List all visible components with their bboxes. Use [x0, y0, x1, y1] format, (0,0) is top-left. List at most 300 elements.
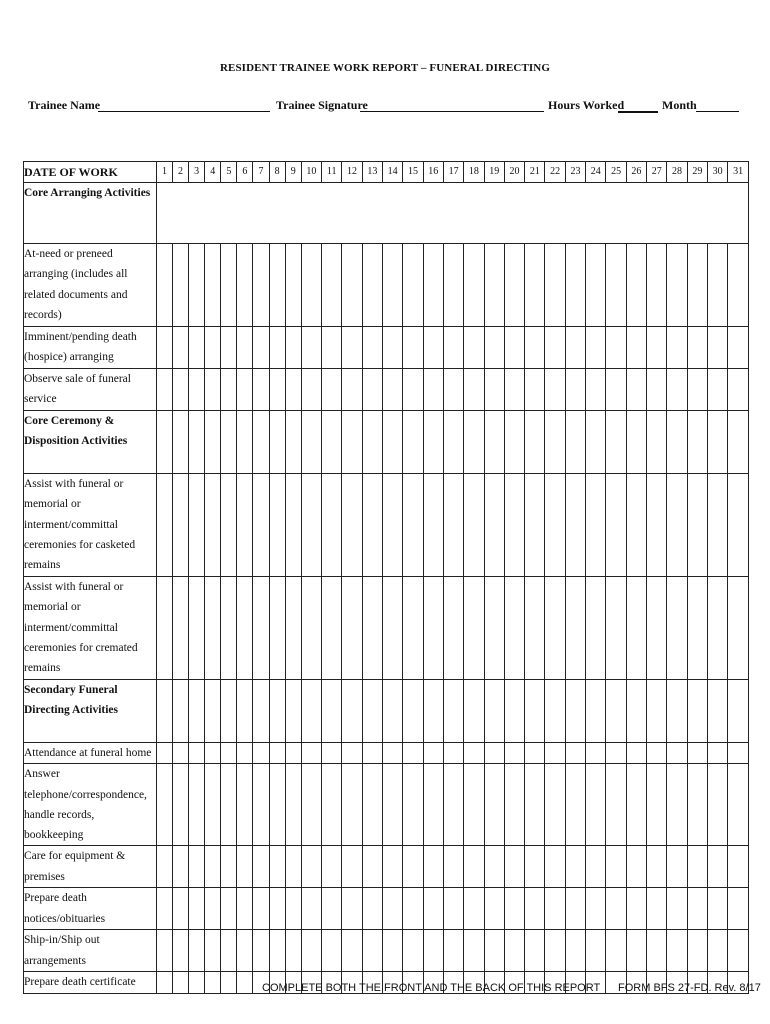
day-entry-cell[interactable]: [205, 244, 221, 327]
day-entry-cell[interactable]: [626, 930, 646, 972]
day-entry-cell[interactable]: [342, 888, 362, 930]
day-entry-cell[interactable]: [728, 743, 749, 764]
day-entry-cell[interactable]: [707, 244, 727, 327]
day-entry-cell[interactable]: [156, 764, 172, 846]
day-entry-cell[interactable]: [464, 327, 484, 369]
day-entry-cell[interactable]: [189, 743, 205, 764]
day-entry-cell[interactable]: [728, 577, 749, 680]
day-entry-cell[interactable]: [172, 577, 188, 680]
day-entry-cell[interactable]: [464, 680, 484, 743]
day-entry-cell[interactable]: [172, 411, 188, 474]
day-entry-cell[interactable]: [647, 764, 667, 846]
day-entry-cell[interactable]: [728, 930, 749, 972]
day-entry-cell[interactable]: [285, 888, 301, 930]
day-entry-cell[interactable]: [269, 743, 285, 764]
day-entry-cell[interactable]: [586, 930, 606, 972]
day-entry-cell[interactable]: [269, 411, 285, 474]
day-entry-cell[interactable]: [403, 764, 423, 846]
day-entry-cell[interactable]: [382, 474, 402, 577]
day-entry-cell[interactable]: [647, 369, 667, 411]
day-entry-cell[interactable]: [253, 846, 269, 888]
day-entry-cell[interactable]: [504, 888, 524, 930]
day-entry-cell[interactable]: [687, 411, 707, 474]
day-entry-cell[interactable]: [205, 369, 221, 411]
day-entry-cell[interactable]: [443, 680, 463, 743]
day-entry-cell[interactable]: [221, 743, 237, 764]
day-entry-cell[interactable]: [525, 474, 545, 577]
day-entry-cell[interactable]: [565, 577, 585, 680]
day-entry-cell[interactable]: [269, 474, 285, 577]
day-entry-cell[interactable]: [403, 743, 423, 764]
day-entry-cell[interactable]: [205, 680, 221, 743]
day-entry-cell[interactable]: [586, 244, 606, 327]
day-entry-cell[interactable]: [362, 474, 382, 577]
day-entry-cell[interactable]: [647, 680, 667, 743]
day-entry-cell[interactable]: [382, 577, 402, 680]
day-entry-cell[interactable]: [606, 743, 626, 764]
day-entry-cell[interactable]: [221, 764, 237, 846]
day-entry-cell[interactable]: [545, 743, 565, 764]
day-entry-cell[interactable]: [504, 369, 524, 411]
day-entry-cell[interactable]: [687, 930, 707, 972]
day-entry-cell[interactable]: [707, 743, 727, 764]
day-entry-cell[interactable]: [382, 888, 402, 930]
day-entry-cell[interactable]: [626, 369, 646, 411]
day-entry-cell[interactable]: [403, 577, 423, 680]
day-entry-cell[interactable]: [322, 474, 342, 577]
day-entry-cell[interactable]: [285, 930, 301, 972]
day-entry-cell[interactable]: [301, 930, 321, 972]
day-entry-cell[interactable]: [667, 930, 687, 972]
day-entry-cell[interactable]: [525, 244, 545, 327]
day-entry-cell[interactable]: [423, 930, 443, 972]
day-entry-cell[interactable]: [504, 327, 524, 369]
day-entry-cell[interactable]: [221, 244, 237, 327]
day-entry-cell[interactable]: [647, 930, 667, 972]
day-entry-cell[interactable]: [504, 764, 524, 846]
day-entry-cell[interactable]: [172, 327, 188, 369]
day-entry-cell[interactable]: [423, 764, 443, 846]
day-entry-cell[interactable]: [525, 680, 545, 743]
day-entry-cell[interactable]: [237, 930, 253, 972]
day-entry-cell[interactable]: [172, 474, 188, 577]
day-entry-cell[interactable]: [586, 846, 606, 888]
day-entry-cell[interactable]: [525, 411, 545, 474]
day-entry-cell[interactable]: [667, 411, 687, 474]
day-entry-cell[interactable]: [237, 369, 253, 411]
day-entry-cell[interactable]: [189, 888, 205, 930]
day-entry-cell[interactable]: [728, 244, 749, 327]
day-entry-cell[interactable]: [285, 764, 301, 846]
day-entry-cell[interactable]: [707, 764, 727, 846]
day-entry-cell[interactable]: [301, 244, 321, 327]
day-entry-cell[interactable]: [565, 680, 585, 743]
day-entry-cell[interactable]: [301, 369, 321, 411]
day-entry-cell[interactable]: [221, 972, 237, 993]
day-entry-cell[interactable]: [253, 474, 269, 577]
day-entry-cell[interactable]: [687, 369, 707, 411]
day-entry-cell[interactable]: [362, 327, 382, 369]
day-entry-cell[interactable]: [504, 680, 524, 743]
day-entry-cell[interactable]: [464, 764, 484, 846]
day-entry-cell[interactable]: [443, 846, 463, 888]
day-entry-cell[interactable]: [322, 577, 342, 680]
day-entry-cell[interactable]: [403, 888, 423, 930]
day-entry-cell[interactable]: [342, 846, 362, 888]
day-entry-cell[interactable]: [403, 474, 423, 577]
day-entry-cell[interactable]: [301, 743, 321, 764]
day-entry-cell[interactable]: [728, 411, 749, 474]
day-entry-cell[interactable]: [565, 244, 585, 327]
day-entry-cell[interactable]: [189, 764, 205, 846]
day-entry-cell[interactable]: [322, 930, 342, 972]
day-entry-cell[interactable]: [647, 743, 667, 764]
day-entry-cell[interactable]: [237, 244, 253, 327]
day-entry-cell[interactable]: [172, 369, 188, 411]
day-entry-cell[interactable]: [322, 369, 342, 411]
day-entry-cell[interactable]: [237, 680, 253, 743]
day-entry-cell[interactable]: [205, 474, 221, 577]
day-entry-cell[interactable]: [362, 846, 382, 888]
day-entry-cell[interactable]: [285, 369, 301, 411]
day-entry-cell[interactable]: [586, 743, 606, 764]
day-entry-cell[interactable]: [667, 369, 687, 411]
day-entry-cell[interactable]: [221, 846, 237, 888]
day-entry-cell[interactable]: [362, 764, 382, 846]
day-entry-cell[interactable]: [189, 411, 205, 474]
day-entry-cell[interactable]: [403, 930, 423, 972]
day-entry-cell[interactable]: [156, 411, 172, 474]
day-entry-cell[interactable]: [253, 369, 269, 411]
day-entry-cell[interactable]: [626, 327, 646, 369]
day-entry-cell[interactable]: [156, 369, 172, 411]
day-entry-cell[interactable]: [237, 972, 253, 993]
day-entry-cell[interactable]: [545, 577, 565, 680]
day-entry-cell[interactable]: [707, 846, 727, 888]
day-entry-cell[interactable]: [172, 930, 188, 972]
day-entry-cell[interactable]: [443, 244, 463, 327]
day-entry-cell[interactable]: [647, 411, 667, 474]
day-entry-cell[interactable]: [285, 846, 301, 888]
day-entry-cell[interactable]: [205, 743, 221, 764]
day-entry-cell[interactable]: [322, 411, 342, 474]
day-entry-cell[interactable]: [728, 846, 749, 888]
day-entry-cell[interactable]: [443, 411, 463, 474]
day-entry-cell[interactable]: [253, 930, 269, 972]
day-entry-cell[interactable]: [667, 474, 687, 577]
day-entry-cell[interactable]: [504, 577, 524, 680]
day-entry-cell[interactable]: [205, 411, 221, 474]
day-entry-cell[interactable]: [586, 680, 606, 743]
day-entry-cell[interactable]: [647, 474, 667, 577]
day-entry-cell[interactable]: [626, 474, 646, 577]
day-entry-cell[interactable]: [728, 888, 749, 930]
day-entry-cell[interactable]: [362, 411, 382, 474]
day-entry-cell[interactable]: [285, 474, 301, 577]
day-entry-cell[interactable]: [707, 474, 727, 577]
day-entry-cell[interactable]: [586, 577, 606, 680]
day-entry-cell[interactable]: [301, 680, 321, 743]
day-entry-cell[interactable]: [172, 846, 188, 888]
day-entry-cell[interactable]: [382, 369, 402, 411]
day-entry-cell[interactable]: [707, 577, 727, 680]
day-entry-cell[interactable]: [382, 244, 402, 327]
day-entry-cell[interactable]: [687, 474, 707, 577]
day-entry-cell[interactable]: [301, 846, 321, 888]
day-entry-cell[interactable]: [464, 930, 484, 972]
day-entry-cell[interactable]: [626, 411, 646, 474]
day-entry-cell[interactable]: [484, 327, 504, 369]
day-entry-cell[interactable]: [362, 680, 382, 743]
day-entry-cell[interactable]: [285, 680, 301, 743]
day-entry-cell[interactable]: [565, 764, 585, 846]
day-entry-cell[interactable]: [647, 888, 667, 930]
day-entry-cell[interactable]: [443, 369, 463, 411]
day-entry-cell[interactable]: [647, 244, 667, 327]
trainee-signature-field[interactable]: [360, 111, 544, 112]
day-entry-cell[interactable]: [443, 577, 463, 680]
day-entry-cell[interactable]: [525, 369, 545, 411]
day-entry-cell[interactable]: [362, 577, 382, 680]
day-entry-cell[interactable]: [382, 327, 402, 369]
hours-worked-field[interactable]: [618, 111, 658, 113]
day-entry-cell[interactable]: [172, 743, 188, 764]
day-entry-cell[interactable]: [687, 680, 707, 743]
day-entry-cell[interactable]: [253, 743, 269, 764]
day-entry-cell[interactable]: [237, 764, 253, 846]
day-entry-cell[interactable]: [525, 577, 545, 680]
day-entry-cell[interactable]: [687, 846, 707, 888]
day-entry-cell[interactable]: [504, 846, 524, 888]
day-entry-cell[interactable]: [586, 327, 606, 369]
day-entry-cell[interactable]: [253, 244, 269, 327]
day-entry-cell[interactable]: [403, 846, 423, 888]
day-entry-cell[interactable]: [687, 764, 707, 846]
day-entry-cell[interactable]: [606, 474, 626, 577]
day-entry-cell[interactable]: [707, 680, 727, 743]
day-entry-cell[interactable]: [667, 327, 687, 369]
trainee-name-field[interactable]: [98, 111, 270, 112]
day-entry-cell[interactable]: [647, 327, 667, 369]
day-entry-cell[interactable]: [205, 327, 221, 369]
day-entry-cell[interactable]: [301, 888, 321, 930]
day-entry-cell[interactable]: [269, 846, 285, 888]
day-entry-cell[interactable]: [606, 244, 626, 327]
day-entry-cell[interactable]: [586, 411, 606, 474]
day-entry-cell[interactable]: [626, 764, 646, 846]
day-entry-cell[interactable]: [586, 888, 606, 930]
day-entry-cell[interactable]: [156, 244, 172, 327]
day-entry-cell[interactable]: [423, 888, 443, 930]
day-entry-cell[interactable]: [156, 972, 172, 993]
day-entry-cell[interactable]: [667, 577, 687, 680]
day-entry-cell[interactable]: [237, 577, 253, 680]
day-entry-cell[interactable]: [545, 411, 565, 474]
day-entry-cell[interactable]: [269, 930, 285, 972]
day-entry-cell[interactable]: [285, 327, 301, 369]
day-entry-cell[interactable]: [464, 743, 484, 764]
day-entry-cell[interactable]: [221, 411, 237, 474]
day-entry-cell[interactable]: [606, 888, 626, 930]
day-entry-cell[interactable]: [189, 972, 205, 993]
day-entry-cell[interactable]: [301, 327, 321, 369]
day-entry-cell[interactable]: [484, 680, 504, 743]
day-entry-cell[interactable]: [189, 577, 205, 680]
day-entry-cell[interactable]: [484, 743, 504, 764]
day-entry-cell[interactable]: [423, 846, 443, 888]
day-entry-cell[interactable]: [253, 327, 269, 369]
month-field[interactable]: [696, 111, 739, 112]
day-entry-cell[interactable]: [301, 474, 321, 577]
day-entry-cell[interactable]: [253, 764, 269, 846]
day-entry-cell[interactable]: [423, 577, 443, 680]
day-entry-cell[interactable]: [728, 369, 749, 411]
day-entry-cell[interactable]: [565, 888, 585, 930]
day-entry-cell[interactable]: [156, 846, 172, 888]
day-entry-cell[interactable]: [342, 930, 362, 972]
day-entry-cell[interactable]: [667, 743, 687, 764]
day-entry-cell[interactable]: [687, 743, 707, 764]
day-entry-cell[interactable]: [687, 327, 707, 369]
day-entry-cell[interactable]: [586, 474, 606, 577]
day-entry-cell[interactable]: [205, 577, 221, 680]
day-entry-cell[interactable]: [172, 972, 188, 993]
day-entry-cell[interactable]: [707, 888, 727, 930]
day-entry-cell[interactable]: [156, 680, 172, 743]
day-entry-cell[interactable]: [285, 244, 301, 327]
day-entry-cell[interactable]: [545, 764, 565, 846]
day-entry-cell[interactable]: [545, 474, 565, 577]
day-entry-cell[interactable]: [237, 474, 253, 577]
day-entry-cell[interactable]: [545, 888, 565, 930]
day-entry-cell[interactable]: [189, 930, 205, 972]
day-entry-cell[interactable]: [504, 474, 524, 577]
day-entry-cell[interactable]: [606, 680, 626, 743]
day-entry-cell[interactable]: [545, 244, 565, 327]
day-entry-cell[interactable]: [237, 411, 253, 474]
day-entry-cell[interactable]: [342, 411, 362, 474]
day-entry-cell[interactable]: [464, 577, 484, 680]
day-entry-cell[interactable]: [322, 888, 342, 930]
day-entry-cell[interactable]: [221, 888, 237, 930]
day-entry-cell[interactable]: [322, 764, 342, 846]
day-entry-cell[interactable]: [484, 764, 504, 846]
day-entry-cell[interactable]: [504, 244, 524, 327]
day-entry-cell[interactable]: [269, 764, 285, 846]
day-entry-cell[interactable]: [606, 846, 626, 888]
day-entry-cell[interactable]: [269, 369, 285, 411]
day-entry-cell[interactable]: [205, 846, 221, 888]
day-entry-cell[interactable]: [269, 577, 285, 680]
day-entry-cell[interactable]: [565, 846, 585, 888]
day-entry-cell[interactable]: [189, 327, 205, 369]
day-entry-cell[interactable]: [172, 888, 188, 930]
day-entry-cell[interactable]: [156, 474, 172, 577]
day-entry-cell[interactable]: [423, 244, 443, 327]
day-entry-cell[interactable]: [504, 930, 524, 972]
day-entry-cell[interactable]: [221, 930, 237, 972]
day-entry-cell[interactable]: [221, 327, 237, 369]
day-entry-cell[interactable]: [484, 411, 504, 474]
day-entry-cell[interactable]: [423, 369, 443, 411]
day-entry-cell[interactable]: [253, 411, 269, 474]
day-entry-cell[interactable]: [253, 680, 269, 743]
day-entry-cell[interactable]: [484, 369, 504, 411]
day-entry-cell[interactable]: [342, 474, 362, 577]
day-entry-cell[interactable]: [504, 411, 524, 474]
day-entry-cell[interactable]: [403, 411, 423, 474]
day-entry-cell[interactable]: [322, 846, 342, 888]
day-entry-cell[interactable]: [253, 577, 269, 680]
day-entry-cell[interactable]: [545, 930, 565, 972]
day-entry-cell[interactable]: [362, 743, 382, 764]
day-entry-cell[interactable]: [342, 369, 362, 411]
day-entry-cell[interactable]: [382, 743, 402, 764]
day-entry-cell[interactable]: [606, 411, 626, 474]
day-entry-cell[interactable]: [545, 846, 565, 888]
day-entry-cell[interactable]: [728, 764, 749, 846]
day-entry-cell[interactable]: [626, 244, 646, 327]
day-entry-cell[interactable]: [707, 369, 727, 411]
day-entry-cell[interactable]: [545, 680, 565, 743]
day-entry-cell[interactable]: [189, 846, 205, 888]
day-entry-cell[interactable]: [382, 764, 402, 846]
day-entry-cell[interactable]: [545, 327, 565, 369]
day-entry-cell[interactable]: [221, 369, 237, 411]
day-entry-cell[interactable]: [667, 764, 687, 846]
day-entry-cell[interactable]: [362, 244, 382, 327]
day-entry-cell[interactable]: [484, 474, 504, 577]
day-entry-cell[interactable]: [464, 474, 484, 577]
day-entry-cell[interactable]: [606, 577, 626, 680]
day-entry-cell[interactable]: [269, 680, 285, 743]
day-entry-cell[interactable]: [667, 244, 687, 327]
day-entry-cell[interactable]: [626, 743, 646, 764]
day-entry-cell[interactable]: [156, 743, 172, 764]
day-entry-cell[interactable]: [342, 327, 362, 369]
day-entry-cell[interactable]: [301, 577, 321, 680]
day-entry-cell[interactable]: [205, 930, 221, 972]
day-entry-cell[interactable]: [565, 930, 585, 972]
day-entry-cell[interactable]: [525, 764, 545, 846]
day-entry-cell[interactable]: [403, 244, 423, 327]
day-entry-cell[interactable]: [565, 369, 585, 411]
day-entry-cell[interactable]: [362, 369, 382, 411]
day-entry-cell[interactable]: [237, 846, 253, 888]
day-entry-cell[interactable]: [728, 680, 749, 743]
day-entry-cell[interactable]: [322, 327, 342, 369]
day-entry-cell[interactable]: [707, 411, 727, 474]
day-entry-cell[interactable]: [626, 846, 646, 888]
day-entry-cell[interactable]: [342, 680, 362, 743]
day-entry-cell[interactable]: [423, 327, 443, 369]
day-entry-cell[interactable]: [156, 577, 172, 680]
day-entry-cell[interactable]: [322, 743, 342, 764]
day-entry-cell[interactable]: [189, 680, 205, 743]
day-entry-cell[interactable]: [156, 888, 172, 930]
day-entry-cell[interactable]: [464, 369, 484, 411]
day-entry-cell[interactable]: [525, 888, 545, 930]
day-entry-cell[interactable]: [565, 327, 585, 369]
day-entry-cell[interactable]: [269, 244, 285, 327]
day-entry-cell[interactable]: [382, 680, 402, 743]
day-entry-cell[interactable]: [728, 474, 749, 577]
day-entry-cell[interactable]: [525, 846, 545, 888]
day-entry-cell[interactable]: [362, 888, 382, 930]
day-entry-cell[interactable]: [626, 888, 646, 930]
day-entry-cell[interactable]: [189, 369, 205, 411]
day-entry-cell[interactable]: [423, 474, 443, 577]
